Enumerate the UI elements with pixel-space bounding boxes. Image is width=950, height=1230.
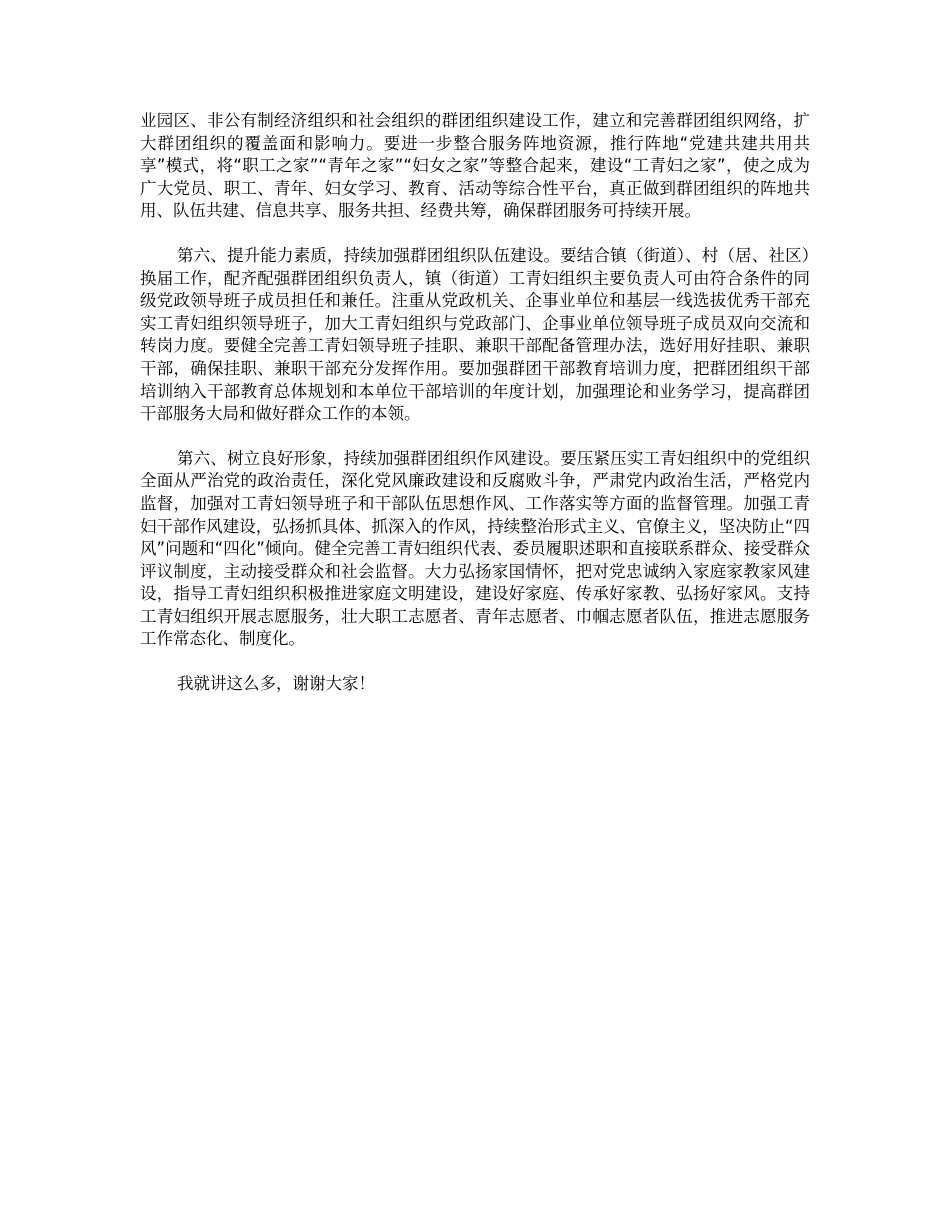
paragraph-team-building: 第六、提升能力素质，持续加强群团组织队伍建设。要结合镇（街道）、村（居、社区）换届工作，配齐配强群团组织负责人，镇（街道）工青妇组织主要负责人可由符合条件的同级党政领导班子成员担任和兼任。注重从党政机关、企事业单位和基层一线选拔优秀干部充实工青妇组织领导班子，加大工青妇组织与党政部门、企事业单位领导班子成员双向交流和转岗力度。要健全完善工青妇领导班子挂职、兼职干部配备管理办法，选好用好挂职、兼职干部，确保挂职、兼职干部充分发挥作用。要加强群团干部教育培训力度，把群团组织干部培训纳入干部教育总体规划和本单位干部培训的年度计划，加强理论和业务学习，提高群团干部服务大局和做好群众工作的本领。 [140,245,810,424]
paragraph-closing: 我就讲这么多，谢谢大家！ [177,674,375,694]
paragraph-continuation: 业园区、非公有制经济组织和社会组织的群团组织建设工作，建立和完善群团组织网络，扩大群团组织的覆盖面和影响力。要进一步整合服务阵地资源，推行阵地“党建共建共用共享”模式，将“职工之家”“青年之家”“妇女之家”等整合起来，建设“工青妇之家”，使之成为广大党员、职工、青年、妇女学习、教育、活动等综合性平台，真正做到群团组织的阵地共用、队伍共建、信息共享、服务共担、经费共筹，确保群团服务可持续开展。 [140,111,810,221]
document-body [140,110,810,718]
paragraph-style-building: 第六、树立良好形象，持续加强群团组织作风建设。要压紧压实工青妇组织中的党组织全面从严治党的政治责任，深化党风廉政建设和反腐败斗争，严肃党内政治生活，严格党内监督，加强对工青妇领导班子和干部队伍思想作风、工作落实等方面的监督管理。加强工青妇干部作风建设，弘扬抓具体、抓深入的作风，持续整治形式主义、官僚主义，坚决防止“四风”问题和“四化”倾向。健全完善工青妇组织代表、委员履职述职和直接联系群众、接受群众评议制度，主动接受群众和社会监督。大力弘扬家国情怀，把对党忠诚纳入家庭家教家风建设，指导工青妇组织积极推进家庭文明建设，建设好家庭、传承好家教、弘扬好家风。支持工青妇组织开展志愿服务，壮大职工志愿者、青年志愿者、巾帼志愿者队伍，推进志愿服务工作常态化、制度化。 [140,448,810,649]
